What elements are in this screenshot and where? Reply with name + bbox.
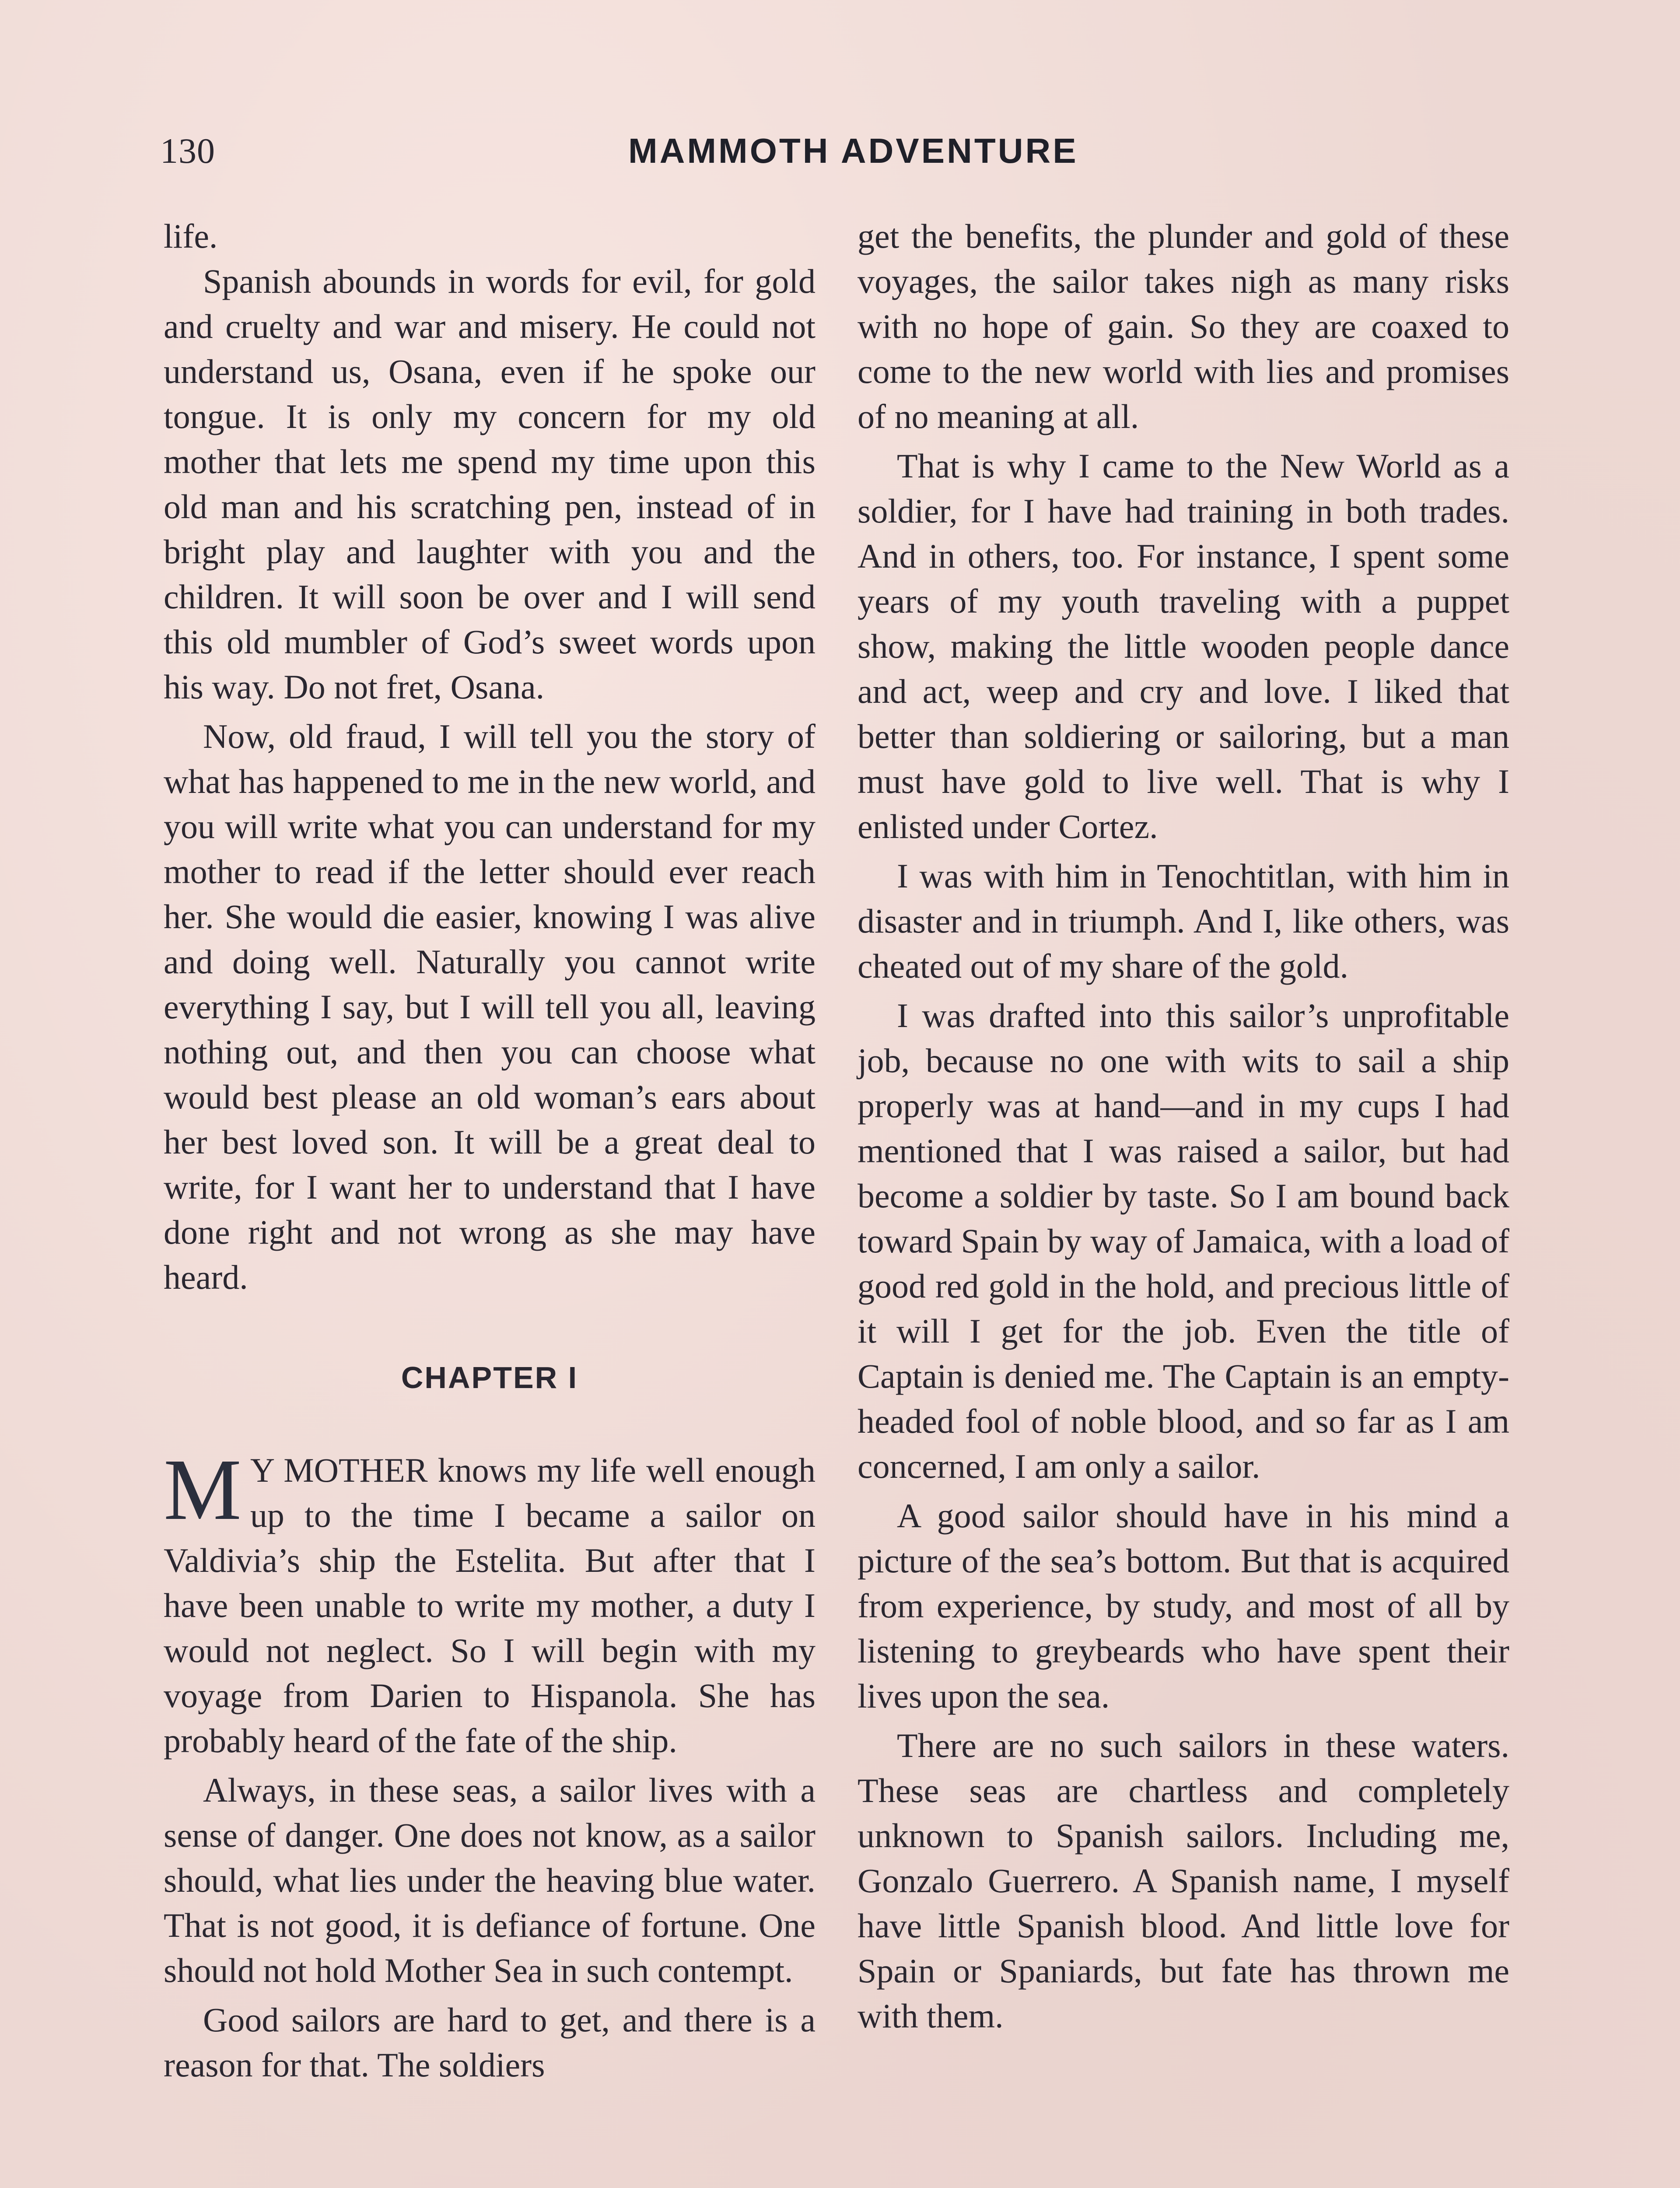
page-number: 130 <box>160 131 215 171</box>
paragraph: Good sailors are hard to get, and there is a reason for that. The soldiers <box>164 2001 816 2084</box>
magazine-title: MAMMOTH ADVENTURE <box>628 131 1078 170</box>
left-column <box>164 214 816 2087</box>
paragraph: Spanish abounds in words for evil, for gold and cruelty and war and misery. He could not understand us, Osana, even if he spoke our tongue. It is only my concern for my old mother that lets me spend my time upon this old man and his scratching pen, instead of in bright play and laughter with you and the children. It will soon be over and I will send this old mumbler of God’s sweet words upon his way. Do not fret, Osana. <box>164 262 816 706</box>
paragraph: life. <box>164 217 218 255</box>
paragraph: get the benefits, the plunder and gold of these voyages, the sailor takes nigh as many risks with no hope of gain. So they are coaxed to come to the new world with lies and promises of no meaning at all. <box>858 217 1509 435</box>
paragraph: Always, in these seas, a sailor lives with a sense of danger. One does not know, as a sailor should, what lies under the heaving blue water. That is not good, it is defiance of fortune. One should not hold Mother Sea in such contempt. <box>164 1771 816 1989</box>
opening-text: Y MOTHER knows my life well enough up to the time I became a sailor on Valdivia’s ship the Estelita. But after that I have been unable to write my mother, a duty I would not neglect. So I will begin with my voyage from Darien to Hispanola. She has probably heard of the fate of the ship. <box>164 1451 816 1760</box>
chapter-opening-paragraph <box>164 1441 816 1763</box>
paragraph: That is why I came to the New World as a soldier, for I have had training in both trades. And in others, too. For instance, I spent some years of my youth traveling with a puppet show, making the little wooden people dance and act, weep and cry and love. I liked that better than soldiering or sailoring, but a man must have gold to live well. That is why I enlisted under Cortez. <box>858 447 1509 845</box>
paragraph: Now, old fraud, I will tell you the story of what has happened to me in the new world, and you will write what you can understand for my mother to read if the letter should ever reach her. She would die easier, knowing I was alive and doing well. Naturally you cannot write everything I say, but I will tell you all, leaving nothing out, and then you can choose what would best please an old woman’s ears about her best loved son. It will be a great deal to write, for I want her to understand that I have done right and not wrong as she may have heard. <box>164 717 816 1296</box>
paragraph: A good sailor should have in his mind a picture of the sea’s bottom. But that is acquired from experience, by study, and most of all by listening to greybeards who have spent their lives upon the sea. <box>858 1497 1509 1715</box>
paragraph: There are no such sailors in these waters. These seas are chartless and completely unknown to Spanish sailors. Including me, Gonzalo Guerrero. A Spanish name, I myself have little Spanish blood. And little love for Spain or Spaniards, but fate has thrown me with them. <box>858 1726 1509 2035</box>
running-head <box>160 123 1079 179</box>
right-column <box>858 214 1509 2038</box>
paragraph: I was drafted into this sailor’s unprofitable job, because no one with wits to sail a ship properly was at hand—and in my cups I had mentioned that I was raised a sailor, but had become a soldier by taste. So I am bound back toward Spain by way of Jamaica, with a load of good red gold in the hold, and precious little of it will I get for the job. Even the title of Captain is denied me. The Captain is an empty-headed fool of noble blood, and so far as I am concerned, I am only a sailor. <box>858 996 1509 1485</box>
paragraph: I was with him in Tenochtitlan, with him in disaster and in triumph. And I, like others, was cheated out of my share of the gold. <box>858 857 1509 985</box>
chapter-heading: CHAPTER I <box>401 1360 578 1395</box>
drop-cap: M <box>164 1441 242 1538</box>
